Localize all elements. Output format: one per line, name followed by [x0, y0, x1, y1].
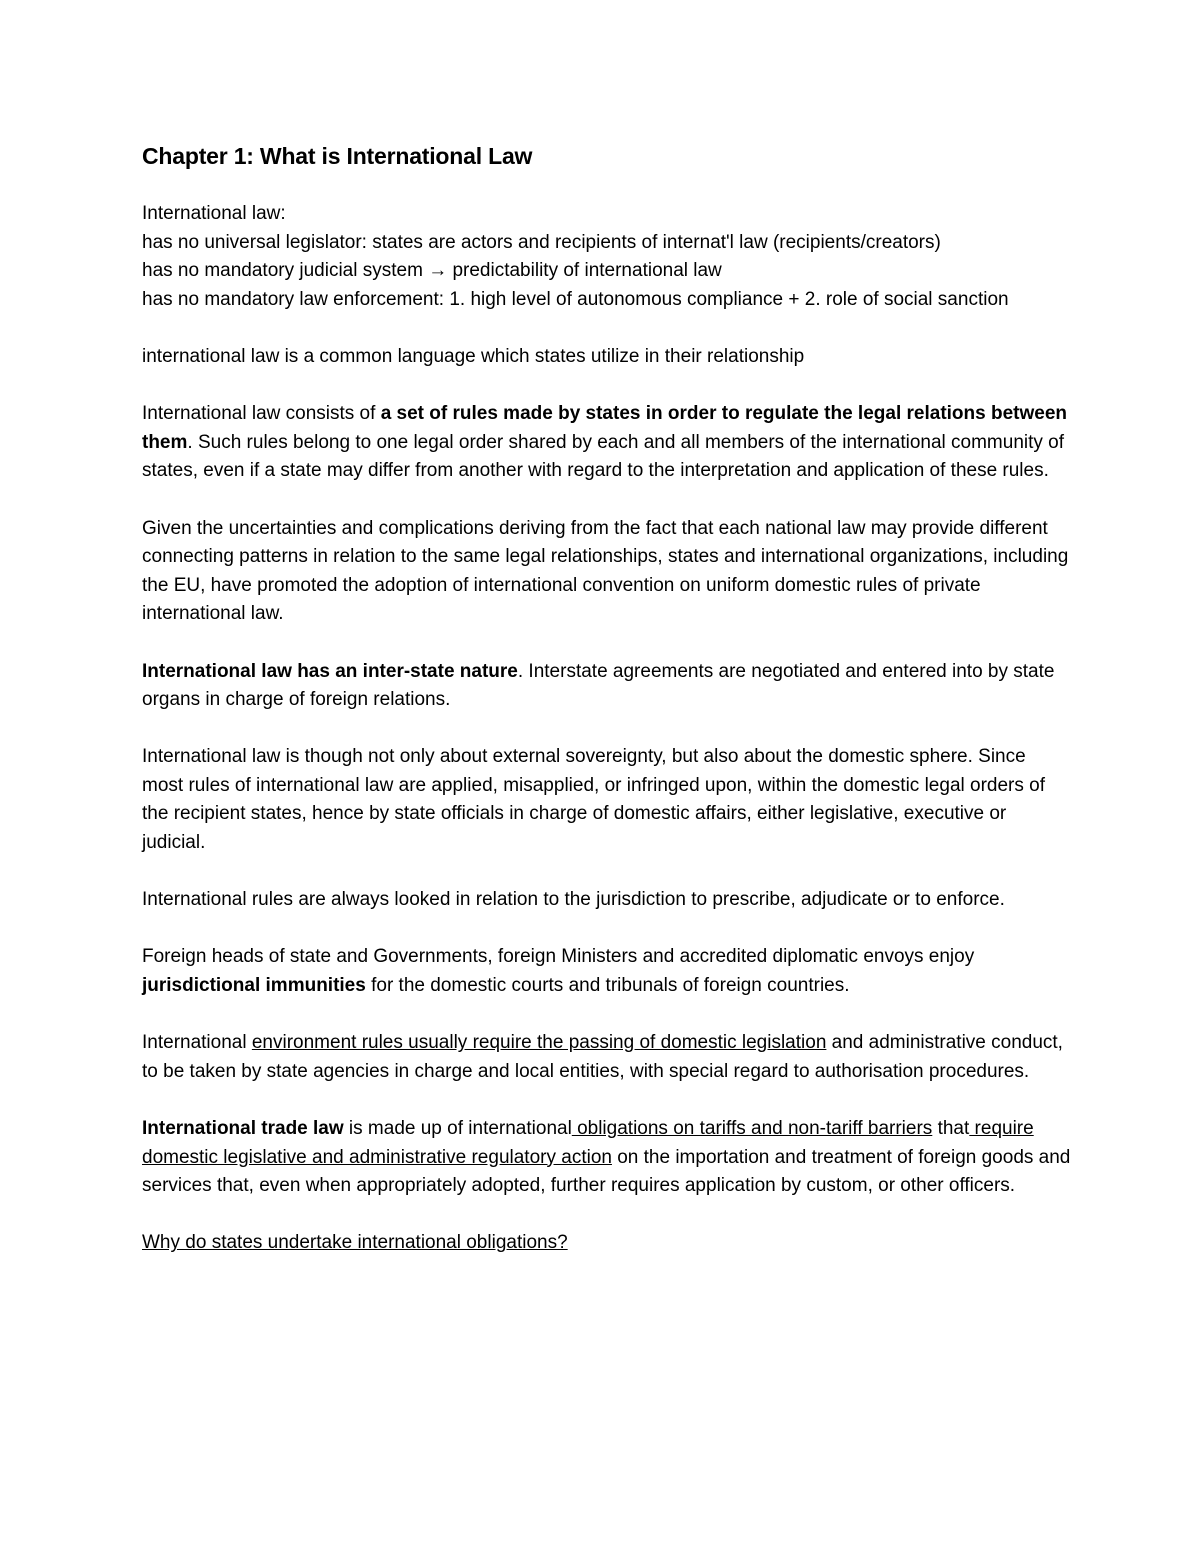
text-run: on the importation and treatment of foreign goods and services that, even when appropriately adopted, further requires application by custom, or other officers. — [142, 1146, 1071, 1197]
underlined-text: require domestic legislative and administrative regulatory action — [142, 1118, 1034, 1168]
underlined-text: obligations on tariffs and non-tariff barriers — [571, 1118, 933, 1139]
intro-line: has no mandatory law enforcement: 1. high level of autonomous compliance + 2. role of social sanction — [142, 288, 1009, 310]
underlined-text: environment rules usually require the passing of domestic legislation — [251, 1032, 827, 1054]
bold-text: a set of rules made by states in order to regulate the legal relations between them — [142, 403, 1067, 453]
section-question-heading: Why do states undertake international obligations? — [142, 1232, 568, 1254]
paragraph-jurisdiction: International rules are always looked in relation to the jurisdiction to prescribe, adjudicate or to enforce. — [142, 889, 1005, 911]
chapter-title: Chapter 1: What is International Law — [142, 143, 533, 169]
text-run: . Interstate agreements are negotiated and entered into by state organs in charge of foreign relations. — [142, 660, 1055, 711]
bold-text: International law has an inter-state nature — [142, 660, 518, 682]
document-page — [142, 140, 1072, 1287]
intro-line: International law: — [142, 203, 286, 224]
text-run: is made up of international — [343, 1118, 572, 1139]
text-run: for the domestic courts and tribunals of foreign countries. — [365, 975, 850, 997]
paragraph-immunities — [142, 943, 1072, 1000]
intro-line: has no universal legislator: states are actors and recipients of internat'l law (recipients/creators) — [142, 231, 941, 253]
text-run: and administrative conduct, to be taken by state agencies in charge and local entities, with special regard to authorisation procedures. — [142, 1032, 1063, 1082]
paragraph-inter-state — [142, 658, 1072, 715]
text-run: that — [932, 1118, 970, 1139]
paragraph-uncertainties: Given the uncertainties and complications deriving from the fact that each national law may provide different connecting patterns in relation to the same legal relationships, states and international organizations, including the EU, have promoted the adoption of international convention on uniform domestic rules of private international law. — [142, 517, 1069, 625]
intro-line: has no mandatory judicial system → predictability of international law — [142, 260, 722, 282]
text-run: . Such rules belong to one legal order shared by each and all members of the international community of states, even if a state may differ from another with regard to the interpretation and application of these rules. — [142, 431, 1065, 482]
text-run: International law consists of — [142, 403, 381, 425]
text-run: International — [142, 1032, 252, 1054]
paragraph-domestic-sphere: International law is though not only about external sovereignty, but also about the domestic sphere. Since most rules of international law are applied, misapplied, or infringed upon, within the domestic legal orders of the recipient states, hence by state officials in charge of domestic affairs, either legislative, executive or judicial. — [142, 746, 1045, 854]
paragraph-trade-law — [142, 1115, 1072, 1201]
intro-list — [142, 200, 1072, 314]
bold-text: jurisdictional immunities — [142, 975, 366, 997]
paragraph-set-of-rules — [142, 400, 1072, 486]
bold-text: International trade law — [142, 1118, 344, 1139]
text-run: Foreign heads of state and Governments, foreign Ministers and accredited diplomatic envoys enjoy — [142, 946, 975, 968]
paragraph-environment — [142, 1029, 1072, 1086]
paragraph-common-language: international law is a common language which states utilize in their relationship — [142, 345, 805, 367]
